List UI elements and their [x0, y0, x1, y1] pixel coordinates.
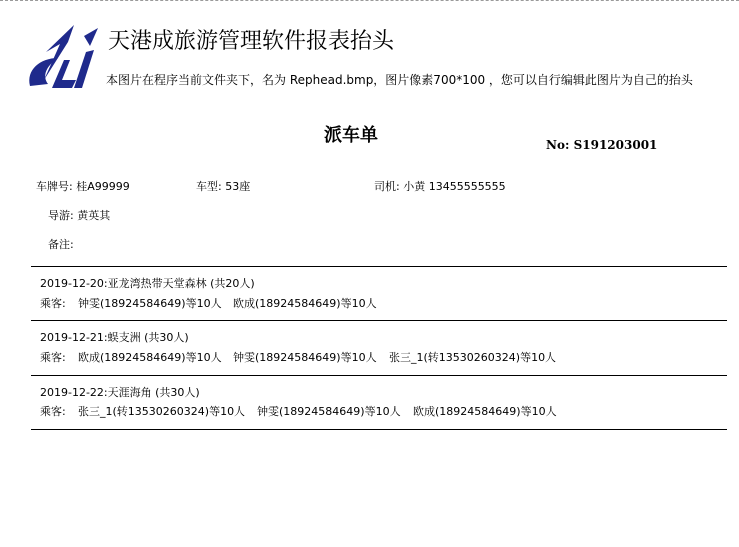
divider [31, 429, 727, 430]
report-header-title: 天港成旅游管理软件报表抬头 [108, 29, 395, 54]
divider [31, 375, 727, 376]
page-top-border [0, 0, 739, 3]
driver-info: 司机: 小黄 13455555555 [374, 180, 506, 193]
passenger-entry: 欧成(18924584649)等10人 [413, 405, 557, 418]
passenger-entry: 钟雯(18924584649)等10人 [233, 351, 377, 364]
passengers-label: 乘客: [40, 351, 66, 364]
passenger-entry: 张三_1(转13530260324)等10人 [389, 351, 557, 364]
company-logo-icon [24, 22, 100, 92]
trip-line: 2019-12-22:天涯海角 (共30人) [40, 386, 200, 399]
passenger-entry: 钟雯(18924584649)等10人 [257, 405, 401, 418]
passenger-entry: 张三_1(转13530260324)等10人 [78, 405, 246, 418]
remark-label: 备注: [48, 238, 74, 251]
divider [31, 320, 727, 321]
plate-number: 车牌号: 桂A99999 [36, 180, 130, 193]
document-title: 派车单 [324, 125, 378, 146]
passengers-label: 乘客: [40, 297, 66, 310]
passenger-entry: 欧成(18924584649)等10人 [233, 297, 377, 310]
passenger-entry: 钟雯(18924584649)等10人 [78, 297, 222, 310]
document-number: No: S191203001 [546, 138, 658, 152]
trip-line: 2019-12-20:亚龙湾热带天堂森林 (共20人) [40, 277, 255, 290]
guide-info: 导游: 黄英其 [48, 209, 111, 222]
divider [31, 266, 727, 267]
report-header-note: 本图片在程序当前文件夹下，名为 Rephead.bmp，图片像素700*100 ，您可以自行编辑此图片为自己的抬头 [106, 73, 693, 87]
passengers-label: 乘客: [40, 405, 66, 418]
passenger-entry: 欧成(18924584649)等10人 [78, 351, 222, 364]
trip-line: 2019-12-21:蜈支洲 (共30人) [40, 331, 189, 344]
vehicle-type: 车型: 53座 [196, 180, 251, 193]
